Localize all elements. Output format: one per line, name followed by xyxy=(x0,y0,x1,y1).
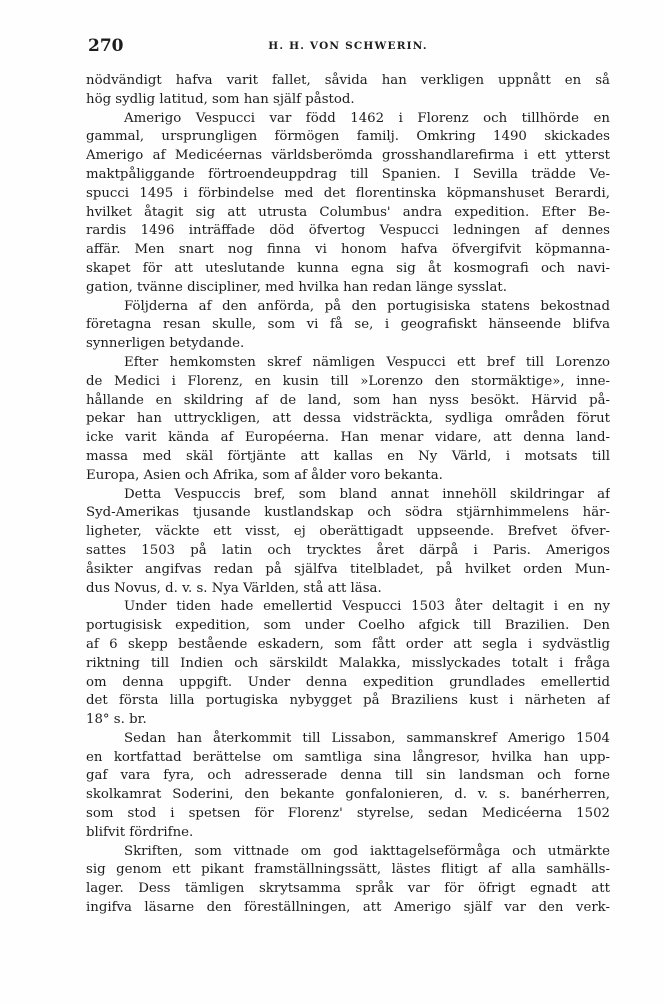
text-line: det första lilla portugiska nybygget på Braziliens kust i närheten af xyxy=(86,693,610,709)
text-line: Detta Vespuccis bref, som bland annat innehöll skildringar af xyxy=(124,486,610,502)
text-line: riktning till Indien och särskildt Malakka, misslyckades totalt i fråga xyxy=(86,655,610,671)
body-text xyxy=(86,72,610,918)
text-line: Syd-Amerikas tjusande kustlandskap och södra stjärnhimmelens här- xyxy=(86,505,610,521)
text-line: maktpåliggande förtroendeuppdrag till Spanien. I Sevilla trädde Ve- xyxy=(86,166,610,182)
text-line: lager. Dess tämligen skrytsamma språk var för öfrigt egnadt att xyxy=(86,881,610,897)
text-line: sig genom ett pikant framställningssätt, lästes flitigt af alla samhälls- xyxy=(86,862,610,878)
text-line: hvilket åtagit sig att utrusta Columbus' andra expedition. Efter Be- xyxy=(86,204,610,220)
text-line: nödvändigt hafva varit fallet, såvida han verkligen uppnått en så xyxy=(86,73,610,88)
text-line: Följderna af den anförda, på den portugisiska statens bekostnad xyxy=(124,298,610,314)
text-line: dus Novus, d. v. s. Nya Världen, stå att läsa. xyxy=(86,580,382,596)
text-line: gammal, ursprungligen förmögen familj. Omkring 1490 skickades xyxy=(86,129,610,145)
text-line: pekar han uttryckligen, att dessa vidsträckta, sydliga områden förut xyxy=(86,411,610,427)
text-line: gation, tvänne discipliner, med hvilka han redan länge sysslat. xyxy=(86,279,507,295)
page-number: 270 xyxy=(88,36,124,56)
text-line: en kortfattad berättelse om samtliga sina långresor, hvilka han upp- xyxy=(86,749,610,765)
text-line: massa med skäl förtjänte att kallas en Ny Värld, i motsats till xyxy=(86,448,610,464)
text-line: rardis 1496 inträffade död öfvertog Vespucci ledningen af dennes xyxy=(86,223,610,239)
text-line: icke varit kända af Européerna. Han menar vidare, att denna land- xyxy=(86,430,610,446)
text-line: åsikter angifvas redan på själfva titelbladet, på hvilket orden Mun- xyxy=(86,561,610,577)
text-line: gaf vara fyra, och adresserade denna till sin landsman och forne xyxy=(86,768,610,784)
text-line: spucci 1495 i förbindelse med det florentinska köpmanshuset Berardi, xyxy=(86,185,610,201)
text-line: sattes 1503 på latin och trycktes året därpå i Paris. Amerigos xyxy=(86,542,610,558)
text-line: synnerligen betydande. xyxy=(86,336,245,352)
text-line: Under tiden hade emellertid Vespucci 1503 åter deltagit i en ny xyxy=(124,599,610,615)
text-line: hållande en skildring af de land, som han nyss besökt. Härvid på- xyxy=(86,392,610,408)
text-line: skapet för att uteslutande kunna egna sig åt kosmografi och navi- xyxy=(86,260,610,276)
text-line: ingifva läsarne den föreställningen, att Amerigo själf var den verk- xyxy=(86,900,610,916)
text-line: Amerigo af Medicéernas världsberömda grosshandlarefirma i ett ytterst xyxy=(86,148,610,164)
text-line: hög sydlig latitud, som han själf påstod. xyxy=(86,91,355,107)
text-line: skolkamrat Soderini, den bekante gonfalonieren, d. v. s. banérherren, xyxy=(86,787,610,803)
text-line: de Medici i Florenz, en kusin till »Lorenzo den stormäktige», inne- xyxy=(86,373,610,389)
text-line: blifvit fördrifne. xyxy=(86,824,194,840)
text-line: Skriften, som vittnade om god iakttagelseförmåga och utmärkte xyxy=(124,843,610,859)
text-line: Efter hemkomsten skref nämligen Vespucci ett bref till Lorenzo xyxy=(124,354,610,370)
text-line: företagna resan skulle, som vi få se, i geografiskt hänseende blifva xyxy=(86,317,610,333)
running-head: H. H. VON SCHWERIN. xyxy=(268,40,428,52)
text-line: af 6 skepp bestående eskadern, som fått order att segla i sydvästlig xyxy=(86,636,610,652)
text-line: om denna uppgift. Under denna expedition grundlades emellertid xyxy=(86,674,610,690)
text-line: portugisisk expedition, som under Coelho afgick till Brazilien. Den xyxy=(86,618,610,634)
text-line: som stod i spetsen för Florenz' styrelse, sedan Medicéerna 1502 xyxy=(86,806,610,822)
text-line: 18° s. br. xyxy=(86,712,147,728)
text-line: ligheter, väckte ett visst, ej oberättigadt uppseende. Brefvet öfver- xyxy=(86,524,610,540)
text-line: Europa, Asien och Afrika, som af ålder voro bekanta. xyxy=(86,467,443,483)
page-header xyxy=(88,36,608,62)
text-line: Amerigo Vespucci var född 1462 i Florenz och tillhörde en xyxy=(124,110,610,126)
text-line: Sedan han återkommit till Lissabon, sammanskref Amerigo 1504 xyxy=(124,730,610,746)
text-line: affär. Men snart nog finna vi honom hafva öfvergifvit köpmanna- xyxy=(86,242,610,258)
